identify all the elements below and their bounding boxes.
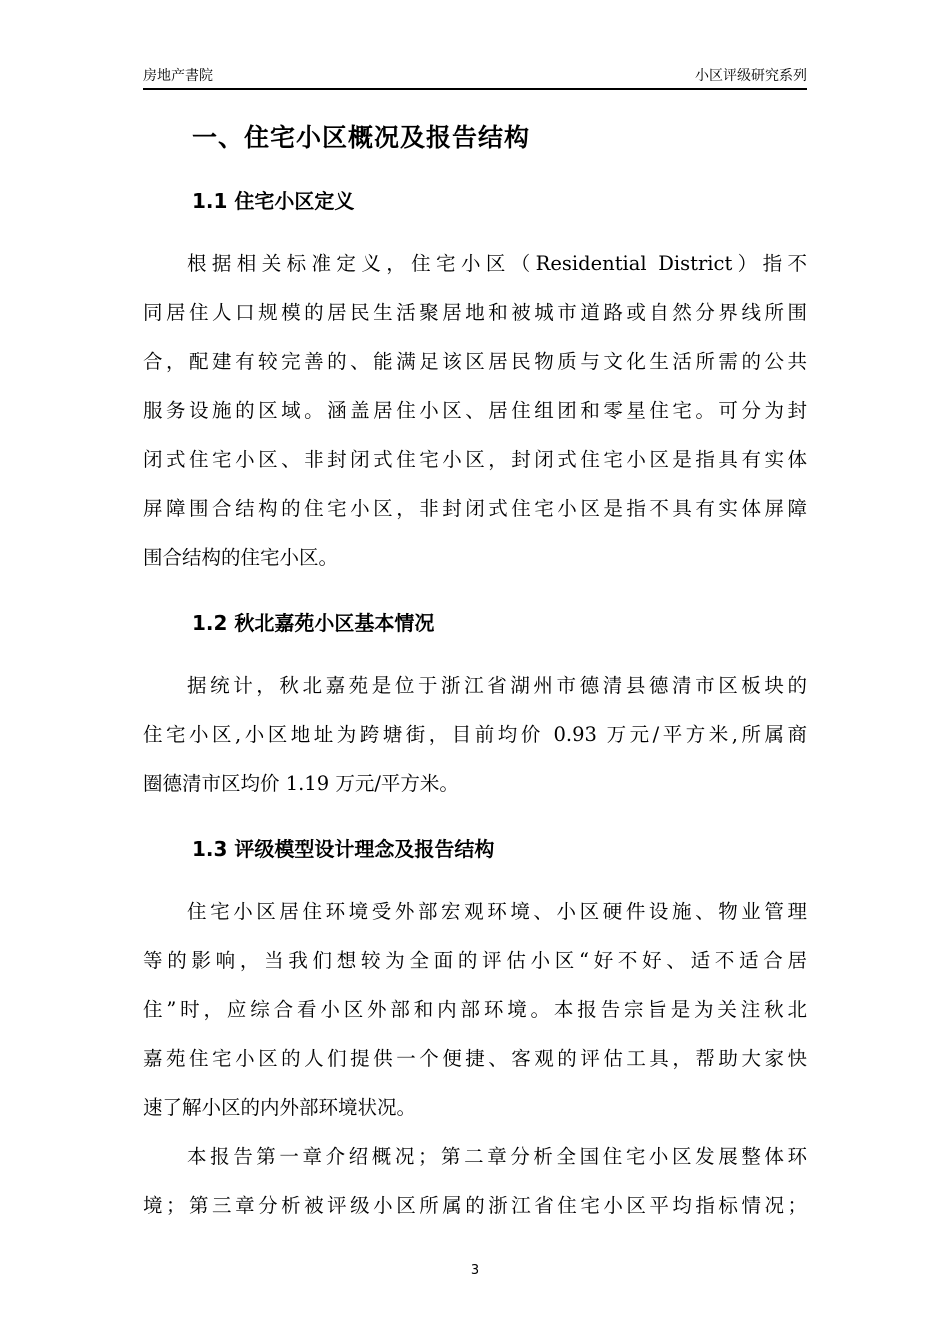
section-title-1-1: 1.1 住宅小区定义 [192,189,355,213]
paragraph-line: 嘉苑住宅小区的人们提供一个便捷、客观的评估工具，帮助大家快 [143,1047,807,1070]
header-series-title: 小区评级研究系列 [695,68,807,84]
paragraph-line: 闭式住宅小区、非封闭式住宅小区，封闭式住宅小区是指具有实体 [143,448,807,471]
header-divider [143,88,807,90]
section-title-1-2: 1.2 秋北嘉苑小区基本情况 [192,611,435,635]
paragraph-line: 同居住人口规模的居民生活聚居地和被城市道路或自然分界线所围 [143,301,807,324]
paragraph-line: 本报告第一章介绍概况；第二章分析全国住宅小区发展整体环 [187,1145,807,1168]
paragraph-line: 速了解小区的内外部环境状况。 [143,1096,417,1119]
paragraph-line: 住宅小区居住环境受外部宏观环境、小区硬件设施、物业管理 [187,900,807,923]
paragraph-line: 服务设施的区域。涵盖居住小区、居住组团和零星住宅。可分为封 [143,399,807,422]
paragraph-line: 住宅小区,小区地址为跨塘街，目前均价 0.93 万元/平方米,所属商 [143,723,807,746]
chapter-title: 一、住宅小区概况及报告结构 [192,123,531,152]
header-publisher: 房地产書院 [143,68,213,84]
page-header [143,66,807,88]
paragraph-line: 根据相关标准定义，住宅小区（Residential District）指不 [187,252,807,275]
paragraph-line: 合，配建有较完善的、能满足该区居民物质与文化生活所需的公共 [143,350,807,373]
page-number: 3 [470,1263,480,1278]
section-title-1-3: 1.3 评级模型设计理念及报告结构 [192,837,495,861]
paragraph-line: 境；第三章分析被评级小区所属的浙江省住宅小区平均指标情况； [143,1194,807,1217]
paragraph-line: 圈德清市区均价 1.19 万元/平方米。 [143,772,459,795]
paragraph-line: 住”时，应综合看小区外部和内部环境。本报告宗旨是为关注秋北 [143,998,807,1021]
paragraph-line: 屏障围合结构的住宅小区，非封闭式住宅小区是指不具有实体屏障 [143,497,807,520]
paragraph-line: 等的影响，当我们想较为全面的评估小区“好不好、适不适合居 [143,949,807,972]
paragraph-line: 围合结构的住宅小区。 [143,546,339,569]
paragraph-line: 据统计，秋北嘉苑是位于浙江省湖州市德清县德清市区板块的 [187,674,807,697]
